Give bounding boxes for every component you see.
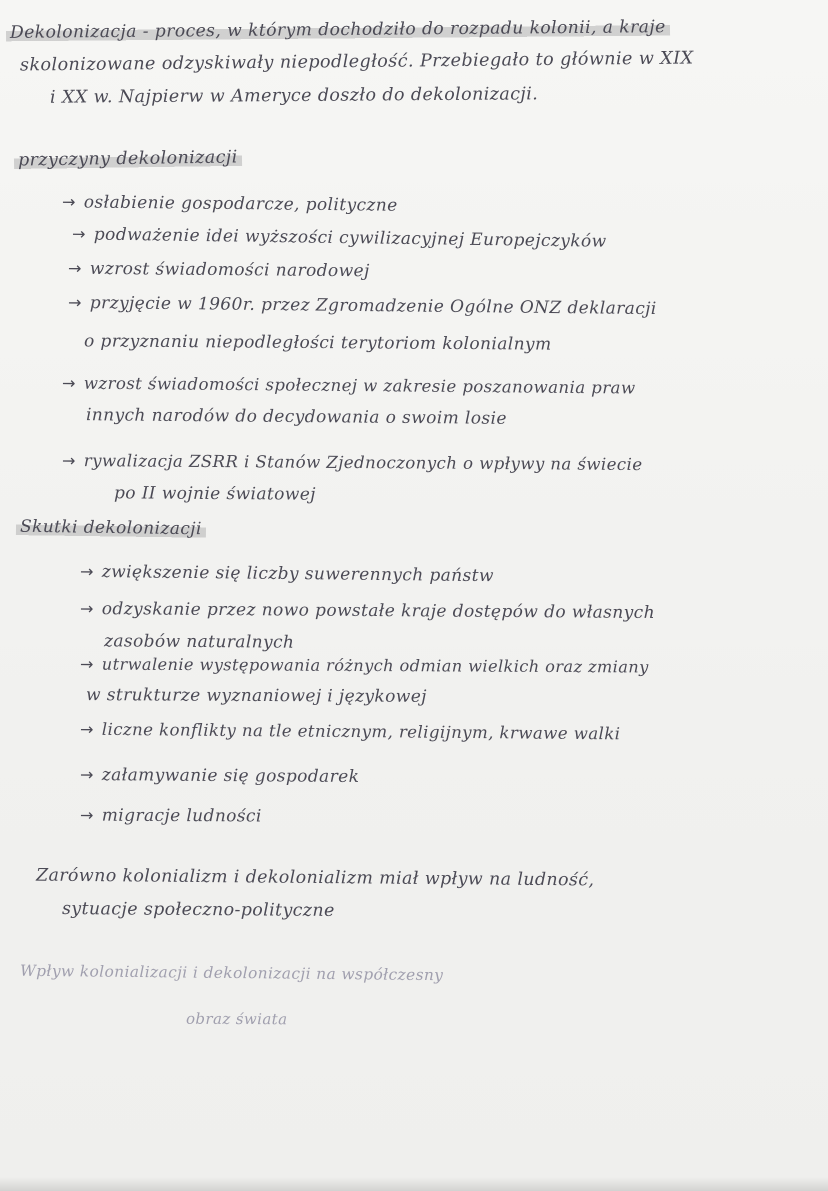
effect-item [80, 767, 359, 786]
cause-text: osłabienie gospodarcze, polityczne [83, 192, 398, 216]
effects-heading [16, 516, 206, 540]
effect-text: liczne konflikty na tle etnicznym, religijnym, krwawe walki [101, 719, 621, 744]
cause-text: wzrost świadomości narodowej [89, 258, 370, 282]
cause-text: rywalizacja ZSRR i Stanów Zjednoczonych o wpływy na świecie [83, 451, 643, 475]
intro-line-3: i XX w. Najpierw w Ameryce doszło do dekolonizacji. [49, 84, 539, 108]
cause-text: wzrost świadomości społecznej w zakresie poszanowania praw [83, 373, 636, 398]
effect-text-continued: w strukturze wyznaniowej i językowej [85, 685, 427, 707]
effect-item [79, 598, 656, 624]
cause-text: przyjęcie w 1960r. przez Zgromadzenie Ogólne ONZ deklaracji [89, 293, 657, 320]
arrow-right-icon: → [61, 192, 76, 212]
conclusion-line-1: Zarówno kolonializm i dekolonializm miał wpływ na ludność, [35, 865, 595, 891]
conclusion-line-2: sytuacje społeczno-polityczne [61, 899, 335, 921]
effect-text: zwiększenie się liczby suwerennych państw [101, 562, 495, 587]
effect-text: załamywanie się gospodarek [101, 765, 360, 787]
arrow-right-icon: → [79, 561, 94, 581]
arrow-right-icon: → [61, 373, 76, 393]
cause-item [72, 226, 607, 250]
arrow-right-icon: → [79, 654, 94, 674]
faint-note-line-1: Wpływ kolonializacji i dekolonizacji na współczesny [19, 961, 444, 985]
arrow-right-icon: → [79, 805, 94, 825]
cause-text: podważenie idei wyższości cywilizacyjnej Europejczyków [93, 224, 607, 252]
cause-text-continued: o przyznaniu niepodległości terytoriom kolonialnym [83, 331, 552, 355]
intro-line-2: skolonizowane odzyskiwały niepodległość. Przebiegało to głównie w XIX [19, 48, 694, 76]
arrow-right-icon: → [67, 292, 82, 313]
arrow-right-icon: → [79, 719, 94, 739]
term-highlight: Dekolonizacja - proces, w którym dochodziło do rozpadu kolonii, a kraje [6, 17, 670, 43]
effect-text: odzyskanie przez nowo powstałe kraje dostępów do własnych [101, 599, 656, 624]
arrow-right-icon: → [67, 258, 82, 278]
cause-item [62, 194, 398, 215]
effect-text: utrwalenie występowania różnych odmian wielkich oraz zmiany [101, 654, 649, 677]
cause-item [67, 292, 657, 320]
intro-line-1 [6, 19, 670, 42]
effect-text: migracje ludności [101, 805, 262, 827]
faint-note-line-2: obraz świata [185, 1009, 288, 1029]
arrow-right-icon: → [61, 450, 76, 471]
effects-heading-highlight: Skutki dekolonizacji [16, 517, 206, 540]
cause-item [61, 450, 643, 475]
effect-text-continued: zasobów naturalnych [103, 631, 295, 653]
causes-heading [14, 149, 242, 170]
cause-item [67, 258, 370, 282]
effect-item [79, 719, 621, 744]
cause-item [62, 375, 636, 397]
effect-item [79, 805, 262, 827]
cause-text-continued: innych narodów do decydowania o swoim losie [85, 405, 507, 429]
arrow-right-icon: → [79, 598, 94, 619]
cause-text-continued: po II wojnie światowej [113, 483, 316, 505]
effect-item [79, 561, 495, 587]
causes-heading-highlight: przyczyny dekolonizacji [14, 147, 242, 170]
page-bottom-edge [0, 1177, 828, 1191]
arrow-right-icon: → [71, 224, 86, 244]
arrow-right-icon: → [79, 765, 94, 785]
effect-item [79, 654, 649, 677]
